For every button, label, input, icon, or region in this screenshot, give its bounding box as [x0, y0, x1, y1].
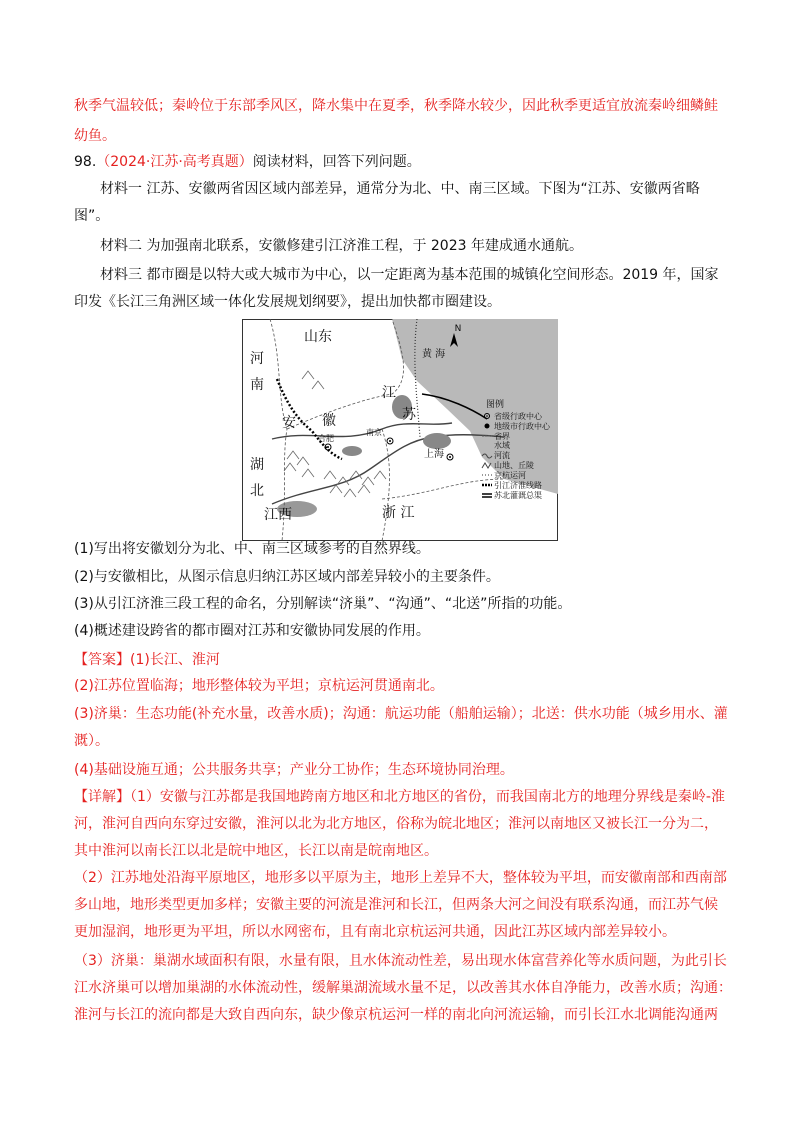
detail-p3-line-1: （3）济巢：巢湖水域面积有限，水量有限，且水体流动性差，易出现水体富营养化等水质问题，为此引长 [74, 953, 727, 969]
legend-item-1: 地级市行政中心 [494, 422, 550, 431]
chaohu-lake [342, 446, 362, 456]
detail-p1-line-1 [74, 787, 725, 807]
carryover-line-2: 幼鱼。 [74, 128, 116, 144]
answer-1: (1)长江、淮河 [130, 652, 220, 668]
answer-4: (4)基础设施互通；公共服务共享；产业分工协作；生态环境协同治理。 [74, 762, 514, 778]
label-jiangxi: 江西 [264, 507, 292, 523]
material-3-line-1: 材料三 都市圈是以特大或大城市为中心，以一定距离为基本范围的城镇化空间形态。2019 年，国家 [100, 267, 719, 283]
sub-question-4: (4)概述建设跨省的都市圈对江苏和安徽协同发展的作用。 [74, 623, 430, 639]
label-zhejiang: 浙 江 [382, 505, 415, 521]
answer-line-1 [74, 650, 220, 670]
legend-item-4: 河流 [494, 451, 510, 460]
detail-p1-line-2: 河，淮河自西向东穿过安徽，淮河以北为北方地区，俗称为皖北地区；淮河以南地区又被长江一分为二， [74, 816, 718, 832]
label-hefei: 合肥 [318, 434, 334, 443]
material-1-line-1: 材料一 江苏、安徽两省因区域内部差异，通常分为北、中、南三区域。下图为“江苏、安徽两省略 [100, 181, 700, 197]
hefei-dot-center [327, 446, 329, 448]
legend-item-7: 引江济淮线路 [494, 481, 542, 490]
detail-p1-line-3: 其中淮河以南长江以北是皖中地区，长江以南是皖南地区。 [74, 843, 438, 859]
legend-title: 图例 [486, 400, 505, 410]
material-3-line-2: 印发《长江三角洲区域一体化发展规划纲要》，提出加快都市圈建设。 [74, 294, 501, 310]
label-anhui-2: 徽 [322, 413, 336, 429]
label-nanjing: 南京 [366, 428, 382, 437]
legend-item-3: 水域 [494, 441, 510, 450]
label-hubei-2: 北 [250, 483, 264, 499]
answer-3-line-2: 溉）。 [74, 733, 109, 749]
question-header [74, 152, 421, 172]
taihu-lake [423, 433, 451, 449]
sub-question-1: (1)写出将安徽划分为北、中、南三区域参考的自然界线。 [74, 541, 430, 557]
detail-p2-line-2: 多山地，地形类型更加多样；安徽主要的河流是淮河和长江，但两条大河之间没有联系沟通，而江苏气候 [74, 897, 718, 913]
label-anhui-1: 安 [282, 415, 296, 431]
shanghai-dot-center [449, 456, 451, 458]
answer-2: (2)江苏位置临海；地形整体较为平坦；京杭运河贯通南北。 [74, 678, 444, 694]
north-label: N [454, 324, 462, 334]
detail-p3-line-3: 淮河与长江的流向都是大致自西向东，缺少像京杭运河一样的南北向河流运输，而引长江水北调能沟通两 [74, 1007, 718, 1023]
label-shanghai: 上海 [424, 449, 444, 460]
carryover-line-1: 秋季气温较低；秦岭位于东部季风区，降水集中在夏季，秋季降水较少，因此秋季更适宜放流秦岭细鳞鲑 [74, 98, 718, 114]
legend-item-8: 苏北灌溉总渠 [494, 491, 542, 500]
detail-label: 【详解】 [74, 789, 130, 805]
nanjing-dot-center [389, 440, 391, 442]
question-prompt: 阅读材料，回答下列问题。 [252, 154, 421, 170]
legend-item-0: 省级行政中心 [494, 412, 542, 421]
answer-3-line-1: (3)济巢：生态功能(补充水量，改善水质)；沟通：航运功能（船舶运输）；北送：供水功能（城乡用水、灌 [74, 706, 728, 722]
legend-item-6: 京杭运河 [494, 471, 526, 480]
label-shandong: 山东 [304, 329, 332, 345]
legend-water-icon [482, 442, 492, 448]
question-source: （2024·江苏·高考真题） [96, 154, 253, 170]
label-henan-1: 河 [250, 351, 264, 367]
detail-p3-line-2: 江水济巢可以增加巢湖的水体流动性，缓解巢湖流域水量不足，以改善其水体自净能力，改善水质；沟通： [74, 980, 732, 996]
answer-label: 【答案】 [74, 652, 130, 668]
jiangsu-anhui-map [242, 319, 558, 541]
detail-p2-line-3: 更加湿润，地形更为平坦，所以水网密布，且有南北京杭运河共通，因此江苏区域内部差异较小。 [74, 924, 676, 940]
material-2: 材料二 为加强南北联系，安徽修建引江济淮工程，于 2023 年建成通水通航。 [100, 238, 583, 254]
detail-p1-text: （1）安徽与江苏都是我国地跨南方地区和北方地区的省份，而我国南北方的地理分界线是秦岭-淮 [130, 789, 725, 805]
sub-question-2: (2)与安徽相比，从图示信息归纳江苏区域内部差异较小的主要条件。 [74, 569, 500, 585]
sub-question-3: (3)从引江济淮三段工程的命名，分别解读“济巢”、“沟通”、“北送”所指的功能。 [74, 596, 572, 612]
label-jiangsu-1: 江 [382, 385, 396, 401]
label-hubei-1: 湖 [250, 457, 264, 473]
detail-p2-line-1: （2）江苏地处沿海平原地区，地形多以平原为主，地形上差异不大，整体较为平坦，而安徽南部和西南部 [74, 870, 727, 886]
legend-item-5: 山地、丘陵 [494, 461, 534, 470]
material-1-line-2: 图”。 [74, 208, 110, 224]
label-yellow-sea: 黄 海 [422, 349, 446, 360]
label-henan-2: 南 [250, 377, 264, 393]
legend-prefecture-city-icon [485, 424, 490, 429]
legend-item-2: 省界 [494, 432, 510, 441]
question-number: 98. [74, 154, 97, 170]
label-jiangsu-2: 苏 [402, 407, 416, 423]
